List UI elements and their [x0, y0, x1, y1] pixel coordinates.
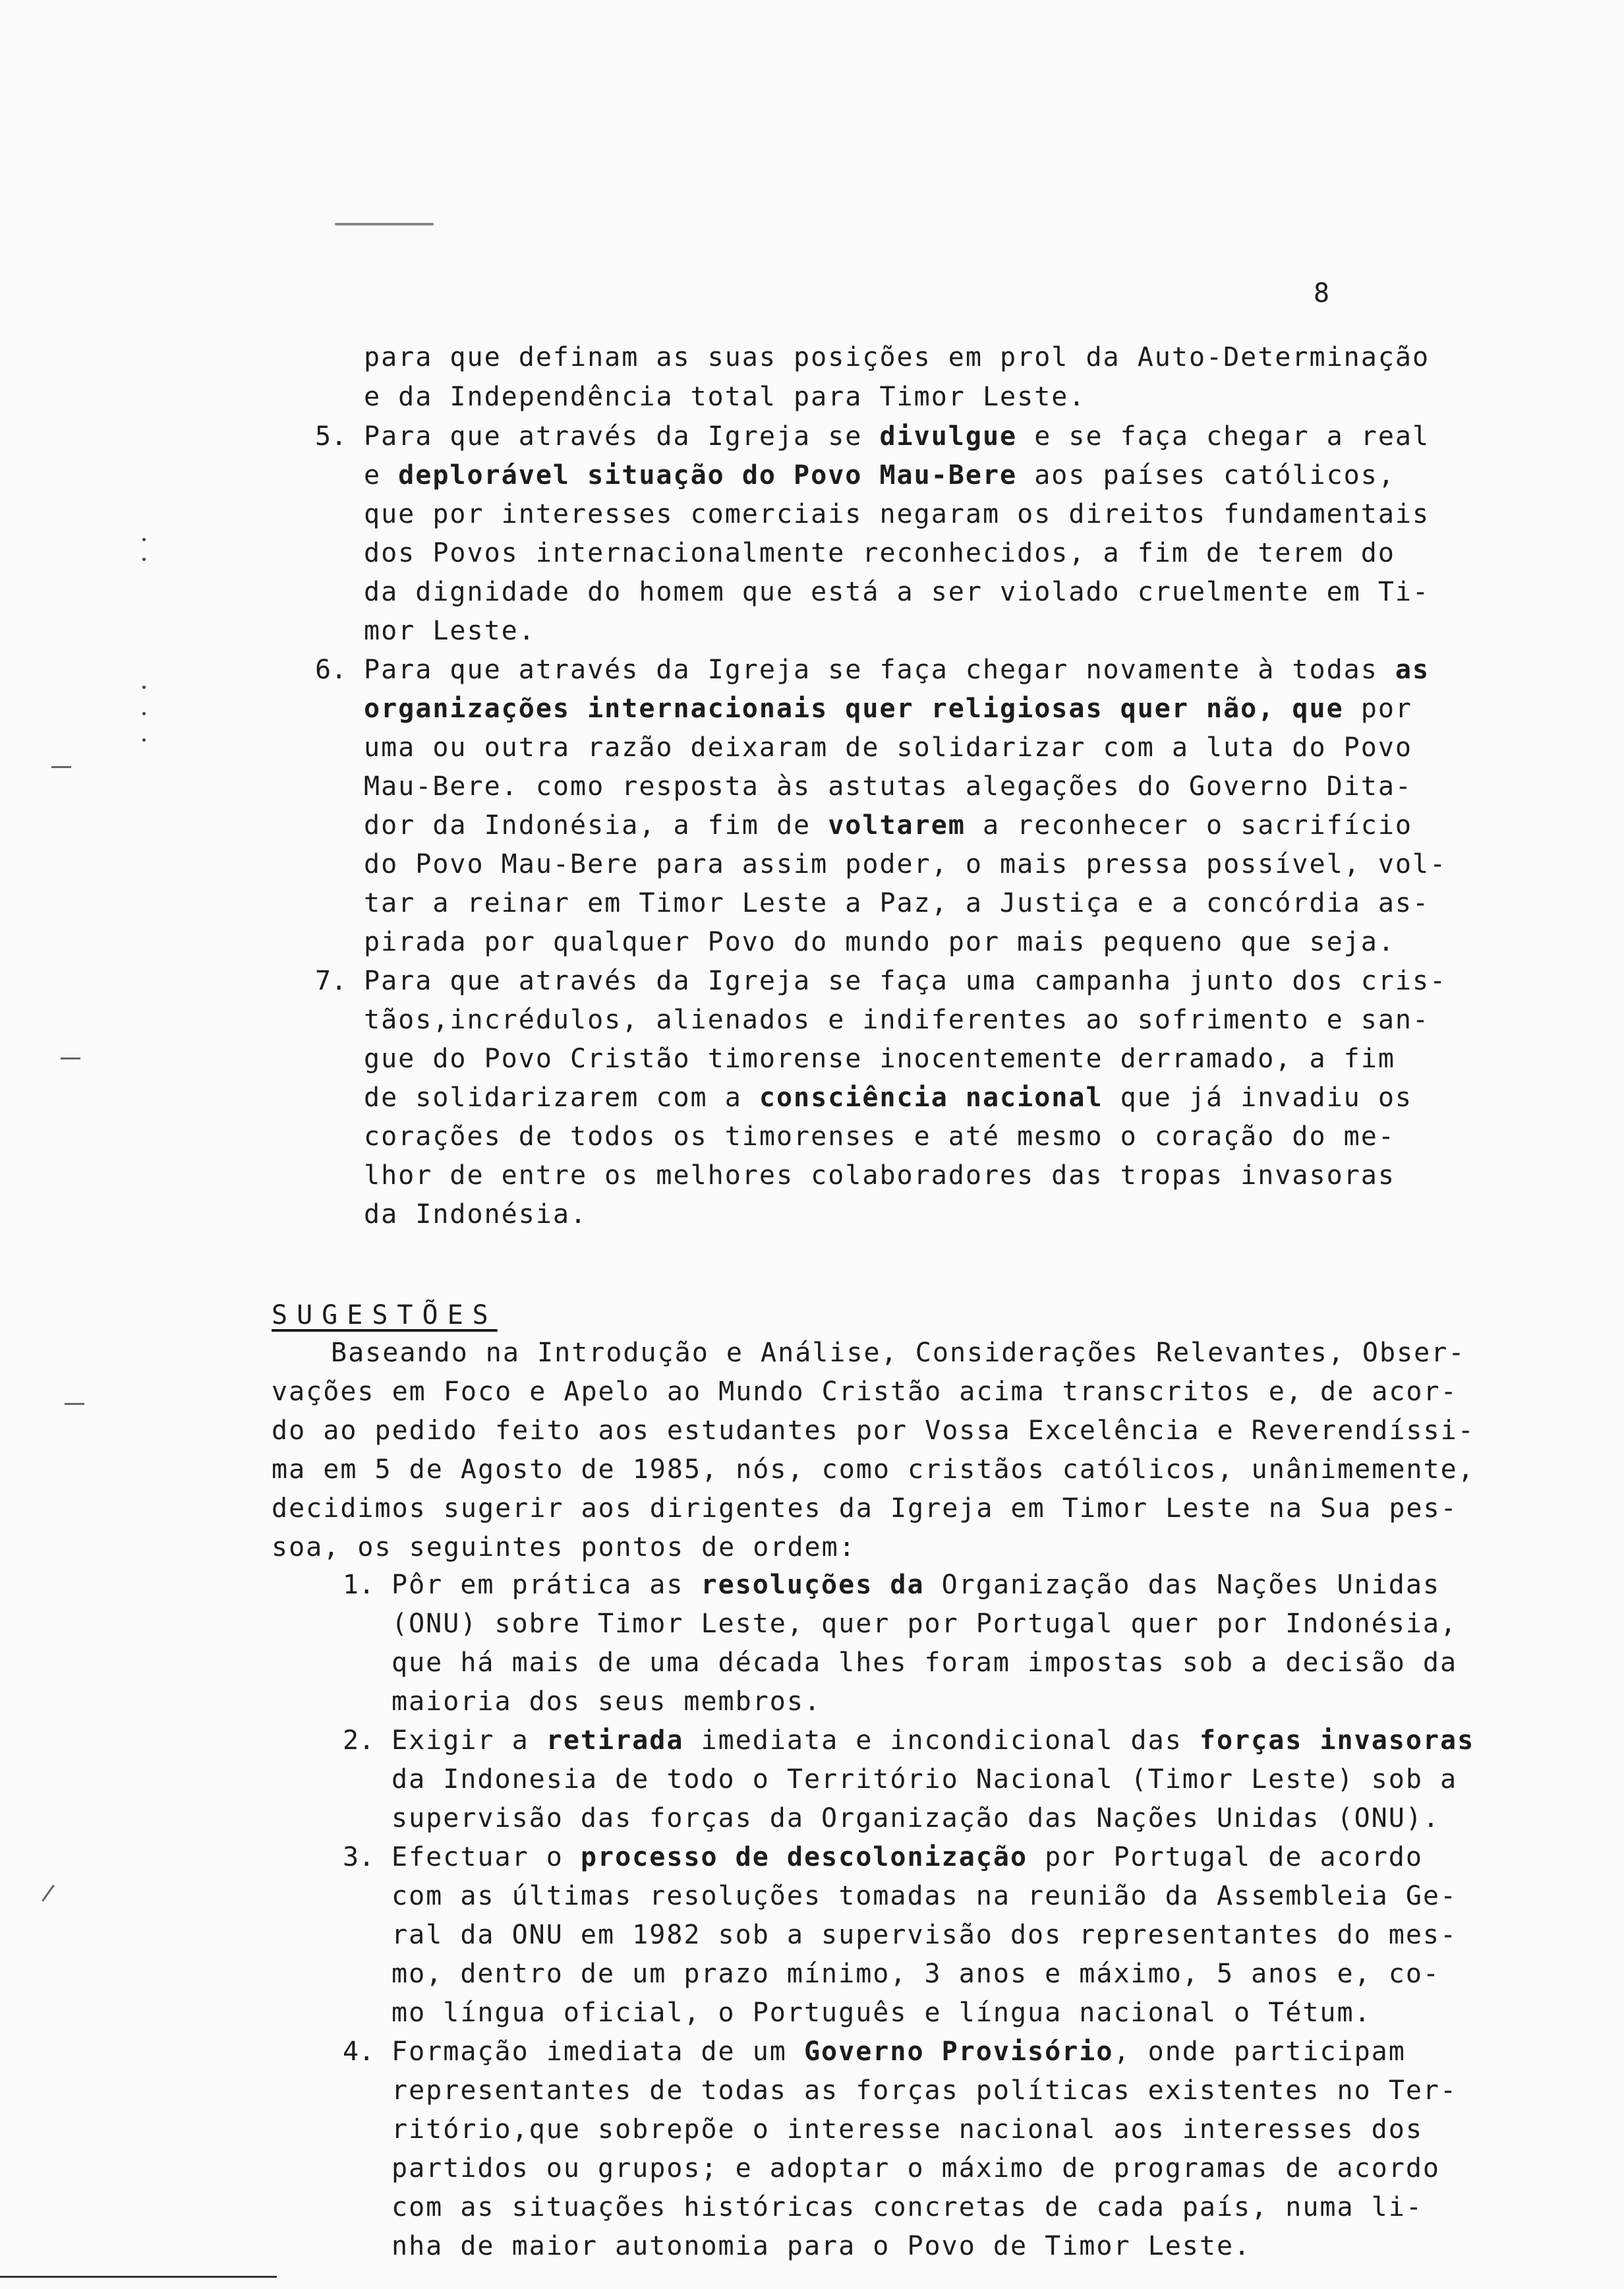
item-line: da dignidade do homem que está a ser violado cruelmente em Ti-	[364, 577, 1430, 607]
item-line: supervisão das forças da Organização das Nações Unidas (ONU).	[392, 1803, 1441, 1833]
item-line: mo, dentro de um prazo mínimo, 3 anos e máximo, 5 anos e, co-	[392, 1959, 1441, 1989]
scan-edge	[0, 2276, 277, 2278]
item-line: ral da ONU em 1982 sob a supervisão dos representantes do mes-	[392, 1920, 1458, 1950]
item-line: representantes de todas as forças políticas existentes no Ter-	[392, 2075, 1458, 2106]
item-line: tãos,incrédulos, alienados e indiferentes ao sofrimento e san-	[364, 1005, 1430, 1035]
item-line: Para que através da Igreja se faça uma campanha junto dos cris-	[364, 966, 1447, 996]
item-line: (ONU) sobre Timor Leste, quer por Portugal quer por Indonésia,	[392, 1609, 1458, 1639]
item-line: dos Povos internacionalmente reconhecidos, a fim de terem do	[364, 538, 1395, 568]
item-line: dor da Indonésia, a fim de voltarem a reconhecer o sacrifício	[364, 810, 1413, 841]
item-line: mor Leste.	[364, 616, 536, 646]
item-line: gue do Povo Cristão timorense inocentemente derramado, a fim	[364, 1044, 1395, 1074]
continuation-line: para que definam as suas posições em prol da Auto-Determinação	[364, 342, 1430, 372]
item-line: que por interesses comerciais negaram os direitos fundamentais	[364, 499, 1430, 529]
item-number: 6.	[315, 655, 347, 685]
item-line: Exigir a retirada imediata e incondicional das forças invasoras	[392, 1725, 1475, 1756]
scan-speck	[142, 712, 146, 715]
intro-line: decidimos sugerir aos dirigentes da Igreja em Timor Leste na Sua pes-	[272, 1493, 1458, 1524]
scan-speck	[142, 538, 146, 541]
item-line: Formação imediata de um Governo Provisório, onde participam	[392, 2036, 1406, 2067]
scan-speck	[142, 738, 146, 742]
item-line: tar a reinar em Timor Leste a Paz, a Justiça e a concórdia as-	[364, 888, 1430, 918]
item-number: 7.	[315, 966, 347, 996]
item-line: partidos ou grupos; e adoptar o máximo de programas de acordo	[392, 2153, 1441, 2184]
scan-mark	[51, 766, 71, 768]
item-line: da Indonésia.	[364, 1199, 588, 1230]
intro-line: do ao pedido feito aos estudantes por Vossa Excelência e Reverendíssi-	[272, 1415, 1475, 1446]
scan-speck	[142, 686, 146, 689]
item-line: Mau-Bere. como resposta às astutas alegações do Governo Dita-	[364, 771, 1413, 802]
item-line: Pôr em prática as resoluções da Organização das Nações Unidas	[392, 1570, 1441, 1600]
intro-line: vações em Foco e Apelo ao Mundo Cristão acima transcritos e, de acor-	[272, 1377, 1458, 1407]
continuation-line: e da Independência total para Timor Leste.	[364, 382, 1086, 412]
item-line: do Povo Mau-Bere para assim poder, o mais pressa possível, vol-	[364, 849, 1447, 879]
item-line: organizações internacionais quer religiosas quer não, que por	[364, 694, 1413, 724]
item-line: da Indonesia de todo o Território Nacional (Timor Leste) sob a	[392, 1764, 1458, 1795]
item-line: maioria dos seus membros.	[392, 1686, 822, 1717]
item-line: ritório,que sobrepõe o interesse nacional aos interesses dos	[392, 2114, 1423, 2145]
scan-artifact	[335, 223, 434, 225]
item-line: com as últimas resoluções tomadas na reunião da Assembleia Ge-	[392, 1881, 1458, 1911]
item-line: lhor de entre os melhores colaboradores das tropas invasoras	[364, 1160, 1395, 1191]
scan-mark	[61, 1057, 80, 1059]
item-line: com as situações históricas concretas de cada país, numa li-	[392, 2192, 1423, 2222]
scan-mark	[42, 1884, 55, 1901]
item-number: 1.	[343, 1570, 375, 1600]
item-number: 4.	[343, 2036, 375, 2067]
intro-line: ma em 5 de Agosto de 1985, nós, como cristãos católicos, unânimemente,	[272, 1454, 1475, 1485]
item-line: corações de todos os timorenses e até mesmo o coração do me-	[364, 1121, 1395, 1152]
item-line: que há mais de uma década lhes foram impostas sob a decisão da	[392, 1648, 1458, 1678]
item-line: Para que através da Igreja se faça chegar novamente à todas as	[364, 655, 1430, 685]
item-line: nha de maior autonomia para o Povo de Timor Leste.	[392, 2231, 1252, 2261]
item-number: 3.	[343, 1842, 375, 1872]
item-line: de solidarizarem com a consciência nacional que já invadiu os	[364, 1083, 1413, 1113]
item-line: Para que através da Igreja se divulgue e se faça chegar a real	[364, 421, 1430, 452]
item-number: 2.	[343, 1725, 375, 1756]
section-heading: SUGESTÕES	[272, 1300, 498, 1330]
intro-line: soa, os seguintes pontos de ordem:	[272, 1532, 856, 1562]
item-line: uma ou outra razão deixaram de solidarizar com a luta do Povo	[364, 732, 1413, 763]
intro-line: Baseando na Introdução e Análise, Considerações Relevantes, Obser-	[331, 1338, 1466, 1368]
item-line: e deplorável situação do Povo Mau-Bere aos países católicos,	[364, 460, 1395, 490]
item-line: pirada por qualquer Povo do mundo por mais pequeno que seja.	[364, 927, 1395, 957]
scan-mark	[65, 1403, 84, 1405]
scan-speck	[142, 558, 146, 561]
item-number: 5.	[315, 421, 347, 452]
item-line: mo língua oficial, o Português e língua nacional o Tétum.	[392, 1998, 1372, 2028]
page-number: 8	[1314, 278, 1330, 309]
item-line: Efectuar o processo de descolonização por Portugal de acordo	[392, 1842, 1423, 1872]
